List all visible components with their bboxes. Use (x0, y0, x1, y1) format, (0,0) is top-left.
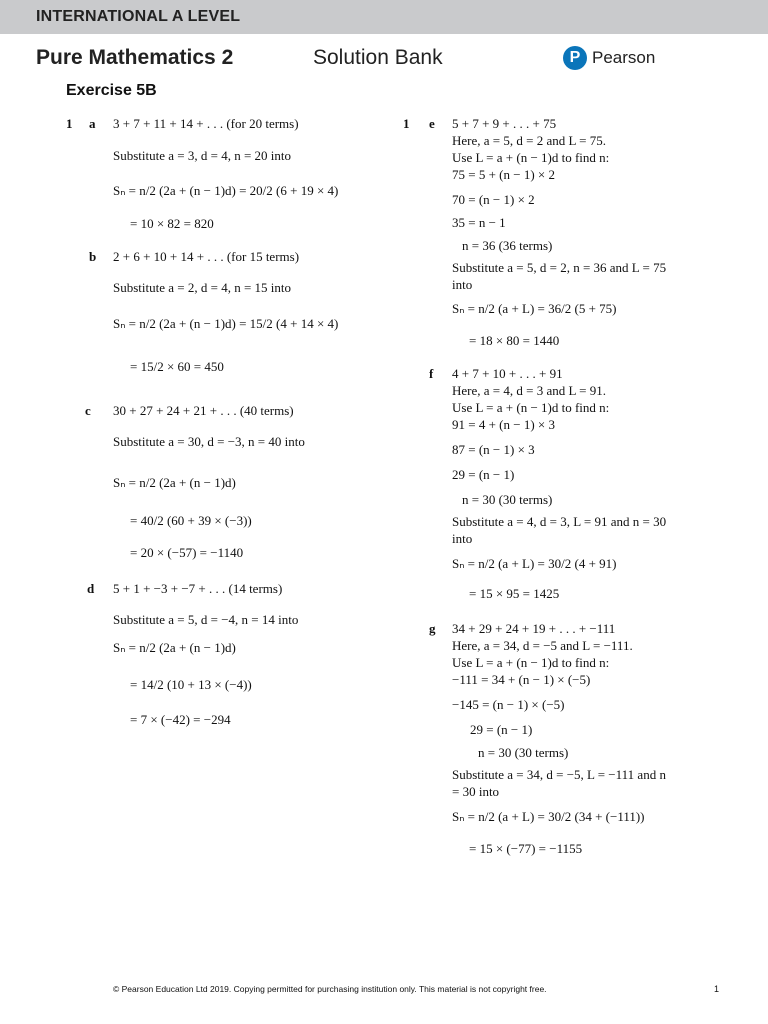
part-f-line-6: n = 30 (30 terms) (462, 492, 553, 507)
question-number-left: 1 (66, 116, 73, 131)
part-g-line-7: Substitute a = 34, d = −5, L = −111 and n (452, 767, 666, 782)
exercise-title: Exercise 5B (66, 82, 157, 99)
part-letter-a: a (89, 116, 96, 131)
part-letter-d: d (87, 581, 95, 596)
part-c-line-2: Sₙ = n/2 (2a + (n − 1)d) (113, 475, 236, 490)
part-e-line-3: 75 = 5 + (n − 1) × 2 (452, 167, 555, 182)
part-letter-c: c (85, 403, 91, 418)
book-subtitle: Solution Bank (313, 46, 443, 69)
part-c-line-4: = 20 × (−57) = −1140 (130, 545, 244, 560)
part-g-line-3: −111 = 34 + (n − 1) × (−5) (452, 672, 591, 687)
part-g-line-1: Here, a = 34, d = −5 and L = −111. (452, 638, 633, 653)
part-f-line-9: Sₙ = n/2 (a + L) = 30/2 (4 + 91) (452, 556, 617, 571)
part-g-line-10: = 15 × (−77) = −1155 (469, 841, 583, 856)
part-b-line-2: Sₙ = n/2 (2a + (n − 1)d) = 15/2 (4 + 14 × 4) (113, 316, 339, 331)
part-f-line-8: into (452, 531, 473, 546)
copyright-notice: © Pearson Education Ltd 2019. Copying permitted for purchasing institution only. This material is not copyright free. (113, 984, 547, 994)
part-e-line-0: 5 + 7 + 9 + . . . + 75 (452, 116, 557, 131)
part-e-line-4: 70 = (n − 1) × 2 (452, 192, 535, 207)
book-title: Pure Mathematics 2 (36, 46, 234, 69)
part-e-line-1: Here, a = 5, d = 2 and L = 75. (452, 133, 607, 148)
part-letter-e: e (429, 116, 435, 131)
part-f-line-1: Here, a = 4, d = 3 and L = 91. (452, 383, 607, 398)
part-b-line-3: = 15/2 × 60 = 450 (130, 359, 224, 374)
part-e-line-6: n = 36 (36 terms) (462, 238, 553, 253)
part-letter-f: f (429, 366, 434, 381)
part-g-line-5: 29 = (n − 1) (470, 722, 533, 737)
part-g-line-6: n = 30 (30 terms) (478, 745, 569, 760)
header-band (0, 0, 768, 34)
part-c-line-1: Substitute a = 30, d = −3, n = 40 into (113, 434, 305, 449)
part-c-line-3: = 40/2 (60 + 39 × (−3)) (130, 513, 252, 528)
part-g-line-4: −145 = (n − 1) × (−5) (452, 697, 565, 712)
part-e-line-8: into (452, 277, 473, 292)
part-g-line-8: = 30 into (452, 784, 500, 799)
question-number-right: 1 (403, 116, 410, 131)
part-a-line-3: = 10 × 82 = 820 (130, 216, 214, 231)
part-e-line-5: 35 = n − 1 (452, 215, 506, 230)
part-f-line-2: Use L = a + (n − 1)d to find n: (452, 400, 610, 415)
part-f-line-0: 4 + 7 + 10 + . . . + 91 (452, 366, 563, 381)
part-a-line-0: 3 + 7 + 11 + 14 + . . . (for 20 terms) (113, 116, 299, 131)
pearson-logo-icon: P (563, 46, 587, 70)
part-f-line-4: 87 = (n − 1) × 3 (452, 442, 535, 457)
part-letter-b: b (89, 249, 97, 264)
part-a-line-2: Sₙ = n/2 (2a + (n − 1)d) = 20/2 (6 + 19 × 4) (113, 183, 339, 198)
part-d-line-2: Sₙ = n/2 (2a + (n − 1)d) (113, 640, 236, 655)
part-e-line-7: Substitute a = 5, d = 2, n = 36 and L = 75 (452, 260, 667, 275)
part-f-line-10: = 15 × 95 = 1425 (469, 586, 560, 601)
part-letter-g: g (429, 621, 436, 636)
part-g-line-2: Use L = a + (n − 1)d to find n: (452, 655, 610, 670)
part-d-line-3: = 14/2 (10 + 13 × (−4)) (130, 677, 252, 692)
part-b-line-1: Substitute a = 2, d = 4, n = 15 into (113, 280, 291, 295)
part-c-line-0: 30 + 27 + 24 + 21 + . . . (40 terms) (113, 403, 294, 418)
part-g-line-9: Sₙ = n/2 (a + L) = 30/2 (34 + (−111)) (452, 809, 645, 824)
part-g-line-0: 34 + 29 + 24 + 19 + . . . + −111 (452, 621, 616, 636)
part-d-line-1: Substitute a = 5, d = −4, n = 14 into (113, 612, 299, 627)
part-d-line-4: = 7 × (−42) = −294 (130, 712, 231, 727)
part-f-line-5: 29 = (n − 1) (452, 467, 515, 482)
part-a-line-1: Substitute a = 3, d = 4, n = 20 into (113, 148, 291, 163)
part-b-line-0: 2 + 6 + 10 + 14 + . . . (for 15 terms) (113, 249, 300, 264)
page-number: 1 (714, 984, 720, 994)
part-e-line-10: = 18 × 80 = 1440 (469, 333, 560, 348)
part-f-line-7: Substitute a = 4, d = 3, L = 91 and n = 30 (452, 514, 667, 529)
pearson-logo-text: Pearson (592, 48, 656, 67)
part-d-line-0: 5 + 1 + −3 + −7 + . . . (14 terms) (113, 581, 283, 596)
part-f-line-3: 91 = 4 + (n − 1) × 3 (452, 417, 555, 432)
level-label: INTERNATIONAL A LEVEL (36, 8, 241, 25)
part-e-line-2: Use L = a + (n − 1)d to find n: (452, 150, 610, 165)
part-e-line-9: Sₙ = n/2 (a + L) = 36/2 (5 + 75) (452, 301, 617, 316)
